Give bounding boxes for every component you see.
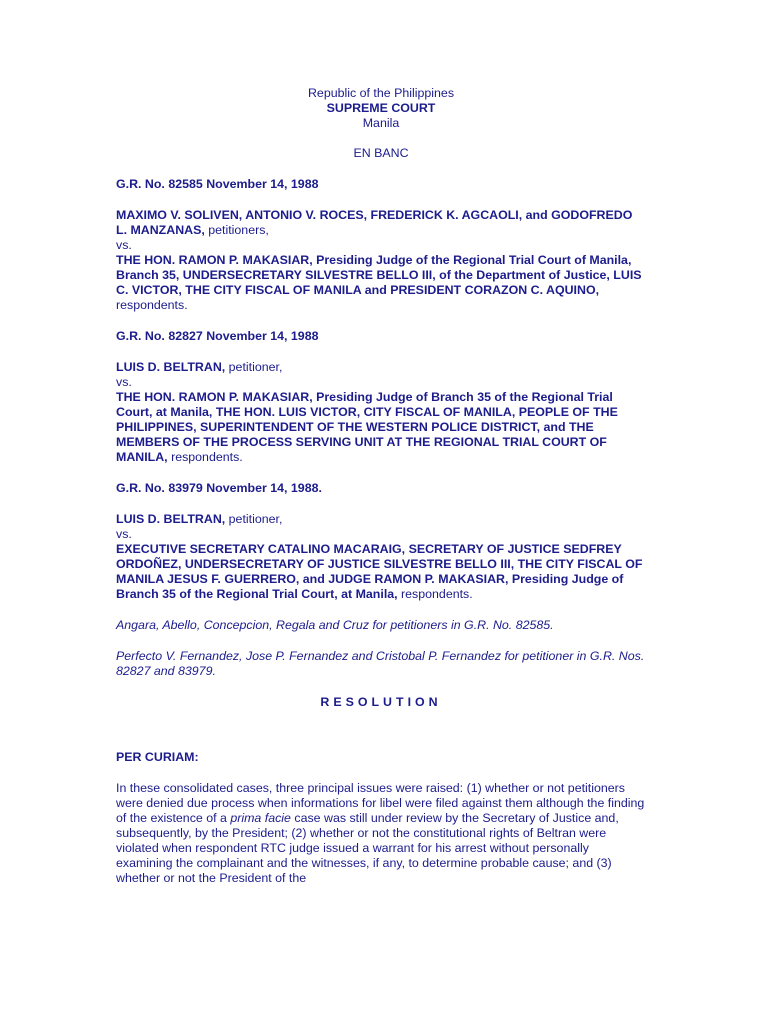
case2-parties bbox=[116, 360, 646, 465]
body-paragraph bbox=[116, 781, 646, 886]
case1-petitioners-role: petitioners, bbox=[204, 223, 269, 237]
case3-respondents: EXECUTIVE SECRETARY CATALINO MACARAIG, SECRETARY OF JUSTICE SEDFREY ORDOÑEZ, UNDERSECRETARY OF JUSTICE SILVESTRE BELLO III, THE CITY FISCAL OF MANILA JESUS F. GUERRERO, and JUDGE RAMON P. MAKASIAR, Presiding Judge of Branch 35 of the Regional Trial Court, at Manila, bbox=[116, 542, 643, 601]
per-curiam-heading: PER CURIAM: bbox=[116, 750, 199, 764]
case1-vs: vs. bbox=[116, 238, 132, 252]
resolution-title: RESOLUTION bbox=[320, 695, 442, 709]
court-header bbox=[116, 86, 646, 161]
case3-vs: vs. bbox=[116, 527, 132, 541]
case2-petitioners: LUIS D. BELTRAN, bbox=[116, 360, 226, 374]
case1-parties bbox=[116, 208, 646, 313]
court-city: Manila bbox=[362, 116, 400, 130]
document-page bbox=[116, 86, 646, 886]
case1-petitioners: MAXIMO V. SOLIVEN, ANTONIO V. ROCES, FREDERICK K. AGCAOLI, and GODOFREDO L. MANZANAS, bbox=[116, 208, 633, 237]
republic-line: Republic of the Philippines bbox=[307, 86, 455, 100]
body-text-part2: case was still under review by the Secretary of Justice and, subsequently, by the President; (2) whether or not the constitutional rights of Beltran were violated when respondent RTC judge issued a warrant for his arrest without personally examining the complainant and the witnesses, if any, to determine probable cause; and (3) whether or not the President of the bbox=[116, 811, 619, 885]
case1-gr-number: G.R. No. 82585 November 14, 1988 bbox=[116, 177, 319, 191]
case1-respondents-role: respondents. bbox=[116, 298, 188, 312]
division-label: EN BANC bbox=[353, 146, 409, 160]
case2-respondents-role: respondents. bbox=[167, 450, 243, 464]
case3-petitioners: LUIS D. BELTRAN, bbox=[116, 512, 226, 526]
case2-petitioners-role: petitioner, bbox=[225, 360, 283, 374]
case2-gr-number: G.R. No. 82827 November 14, 1988 bbox=[116, 329, 319, 343]
case2-vs: vs. bbox=[116, 375, 132, 389]
case3-respondents-role: respondents. bbox=[397, 587, 473, 601]
counsel-petitioners-82585: Angara, Abello, Concepcion, Regala and Cruz for petitioners in G.R. No. 82585. bbox=[116, 618, 554, 632]
case3-gr-number: G.R. No. 83979 November 14, 1988. bbox=[116, 481, 322, 495]
case3-petitioners-role: petitioner, bbox=[225, 512, 283, 526]
body-text-part1: In these consolidated cases, three principal issues were raised: (1) whether or not petitioners were denied due process when informations for libel were filed against them although the finding of the existence of a bbox=[116, 781, 645, 825]
body-text-italic: prima facie bbox=[230, 811, 291, 825]
case2-respondents: THE HON. RAMON P. MAKASIAR, Presiding Judge of Branch 35 of the Regional Trial Court, at Manila, THE HON. LUIS VICTOR, CITY FISCAL OF MANILA, PEOPLE OF THE PHILIPPINES, SUPERINTENDENT OF THE WESTERN POLICE DISTRICT, and THE MEMBERS OF THE PROCESS SERVING UNIT AT THE REGIONAL TRIAL COURT OF MANILA, bbox=[116, 390, 618, 464]
counsel-petitioner-82827-83979: Perfecto V. Fernandez, Jose P. Fernandez and Cristobal P. Fernandez for petitioner in G.R. Nos. 82827 and 83979. bbox=[116, 649, 645, 678]
case3-parties bbox=[116, 512, 646, 602]
court-name: SUPREME COURT bbox=[326, 101, 436, 115]
case1-respondents: THE HON. RAMON P. MAKASIAR, Presiding Judge of the Regional Trial Court of Manila, Branch 35, UNDERSECRETARY SILVESTRE BELLO III, of the Department of Justice, LUIS C. VICTOR, THE CITY FISCAL OF MANILA and PRESIDENT CORAZON C. AQUINO, bbox=[116, 253, 642, 297]
